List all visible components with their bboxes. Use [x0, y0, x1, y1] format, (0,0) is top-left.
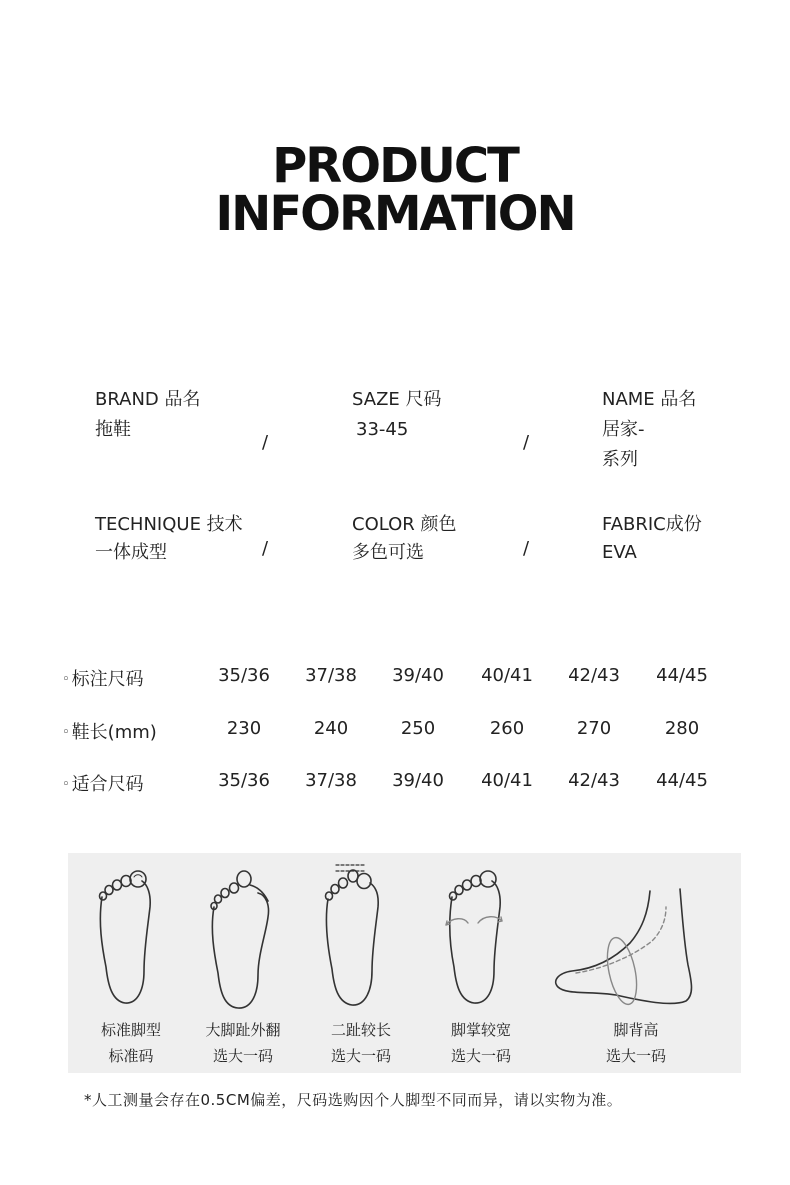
size-cell: 42/43	[568, 665, 620, 686]
separator-3: /	[262, 538, 269, 559]
separator-2: /	[523, 432, 530, 453]
color-label: COLOR 颜色	[352, 514, 457, 535]
fit-cell: 40/41	[481, 770, 533, 791]
measurement-note: *人工测量会存在0.5CM偏差，尺码选购因个人脚型不同而异，请以实物为准。	[84, 1091, 623, 1109]
length-cell: 270	[576, 718, 612, 739]
fabric-block	[602, 511, 702, 567]
fit-cell: 37/38	[305, 770, 357, 791]
technique-value: 一体成型	[95, 542, 167, 563]
length-cell: 280	[664, 718, 700, 739]
fabric-value: EVA	[602, 542, 637, 563]
foot-caption: 大脚趾外翻 选大一码	[205, 1021, 281, 1065]
color-block	[352, 511, 457, 567]
fit-cell: 39/40	[392, 770, 444, 791]
fit-cell: 44/45	[656, 770, 708, 791]
name-label: NAME 品名	[602, 389, 697, 410]
size-cell: 39/40	[392, 665, 444, 686]
length-row-label: ◦ 鞋长(mm)	[62, 722, 157, 743]
technique-label: TECHNIQUE 技术	[95, 514, 243, 535]
fit-row-label: ◦ 适合尺码	[62, 774, 144, 795]
size-table-row	[0, 718, 790, 748]
size-value: 33-45	[356, 419, 409, 440]
length-cell: 230	[226, 718, 262, 739]
size-row-label: ◦ 标注尺码	[62, 669, 144, 690]
foot-caption: 标准脚型 标准码	[100, 1021, 161, 1065]
size-table-row	[0, 665, 790, 695]
fit-cell: 35/36	[218, 770, 270, 791]
brand-block	[95, 385, 201, 445]
size-cell: 37/38	[305, 665, 357, 686]
brand-label: BRAND 品名	[95, 389, 201, 410]
color-value: 多色可选	[352, 542, 424, 563]
bunion-foot-icon	[206, 867, 276, 1012]
size-cell: 44/45	[656, 665, 708, 686]
title-line-1: PRODUCT	[272, 138, 518, 194]
name-value-line2: 系列	[602, 449, 638, 470]
fit-cell: 42/43	[568, 770, 620, 791]
high-instep-icon	[552, 883, 712, 1013]
name-value-line1: 居家-	[602, 419, 645, 440]
foot-caption: 二趾较长 选大一码	[330, 1021, 391, 1065]
foot-type-panel	[68, 853, 741, 1073]
size-cell: 40/41	[481, 665, 533, 686]
length-cell: 260	[489, 718, 525, 739]
long-second-toe-icon	[320, 861, 390, 1011]
standard-foot-icon	[92, 867, 162, 1007]
size-cell: 35/36	[218, 665, 270, 686]
technique-block	[95, 511, 243, 567]
foot-caption: 脚背高 选大一码	[605, 1021, 666, 1065]
separator-1: /	[262, 432, 269, 453]
fabric-label: FABRIC成份	[602, 514, 702, 535]
length-cell: 250	[400, 718, 436, 739]
brand-value: 拖鞋	[95, 419, 131, 440]
size-table-row	[0, 770, 790, 800]
length-cell: 240	[313, 718, 349, 739]
wide-foot-icon	[438, 867, 513, 1007]
size-block	[352, 385, 442, 445]
size-label: SAZE 尺码	[352, 389, 442, 410]
name-block	[602, 385, 696, 475]
foot-caption: 脚掌较宽 选大一码	[450, 1021, 511, 1065]
separator-4: /	[523, 538, 530, 559]
title-line-2: INFORMATION	[215, 186, 575, 242]
